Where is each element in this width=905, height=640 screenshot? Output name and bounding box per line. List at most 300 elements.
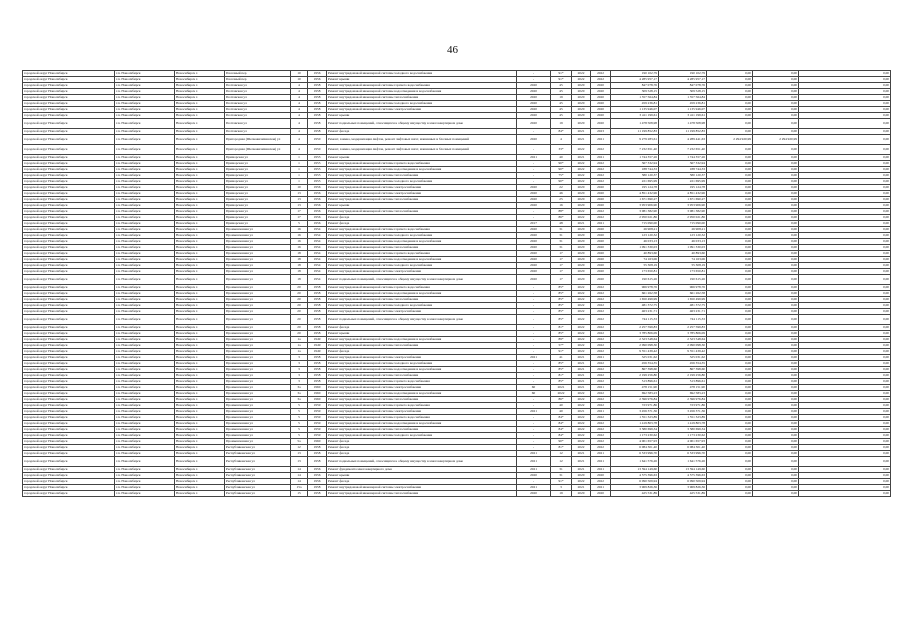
cell-fund-cost: 367 332,94 (659, 161, 707, 167)
cell-local-cost: 0,00 (753, 445, 799, 451)
cell-category: 31 (551, 467, 572, 473)
cell-settlement: г.п. Новосибирск (115, 155, 175, 161)
cell-city: Новосибирск г. (175, 385, 225, 391)
cell-category: 85* (551, 291, 572, 297)
cell-budget-cost: 0,00 (707, 445, 753, 451)
cell-city: Новосибирск г. (175, 269, 225, 275)
cell-other-cost: 0,00 (799, 349, 891, 355)
cell-category: 90* (551, 439, 572, 445)
cell-settlement: г.п. Новосибирск (115, 119, 175, 129)
cell-category: 12 (551, 457, 572, 467)
cell-settlement: г.п. Новосибирск (115, 433, 175, 439)
cell-house-number: 20 (291, 291, 308, 297)
cell-start-year: 2021 (572, 409, 591, 415)
cell-build-year: 1956 (308, 221, 327, 227)
cell-start-year: 2022 (572, 397, 591, 403)
cell-house-number: 13 (291, 203, 308, 209)
cell-other-cost: 0,00 (799, 215, 891, 221)
cell-plan-year: 2020 (517, 491, 551, 497)
cell-start-year: 2022 (572, 337, 591, 343)
cell-start-year: 2020 (572, 239, 591, 245)
cell-build-year: 1960 (308, 385, 327, 391)
cell-start-year: 2022 (572, 309, 591, 315)
cell-start-year: 2020 (572, 197, 591, 203)
cell-street: Полтавская ул (225, 95, 291, 101)
cell-end-year: 2020 (591, 491, 611, 497)
cell-other-cost: 0,00 (799, 135, 891, 145)
cell-street: Приморская ул (225, 179, 291, 185)
cell-other-cost: 0,00 (799, 415, 891, 421)
cell-total-cost: 3 580 699,34 (611, 427, 659, 433)
cell-build-year: 1958 (308, 491, 327, 497)
cell-municipality: городской округ Новосибирск (23, 77, 115, 83)
cell-other-cost: 0,00 (799, 155, 891, 161)
cell-other-cost: 0,00 (799, 185, 891, 191)
cell-house-number: 17 (291, 209, 308, 215)
cell-end-year: 2021 (591, 409, 611, 415)
cell-settlement: г.п. Новосибирск (115, 473, 175, 479)
cell-end-year: 2022 (591, 379, 611, 385)
cell-municipality: городской округ Новосибирск (23, 385, 115, 391)
cell-street: Полтавская ул (225, 83, 291, 89)
cell-category: 57* (551, 343, 572, 349)
cell-city: Новосибирск г. (175, 291, 225, 297)
cell-budget-cost: 0,00 (707, 367, 753, 373)
cell-fund-cost: 55 308,19 (659, 263, 707, 269)
cell-local-cost: 0,00 (753, 309, 799, 315)
cell-build-year: 1958 (308, 113, 327, 119)
cell-settlement: г.п. Новосибирск (115, 95, 175, 101)
cell-local-cost: 0,00 (753, 331, 799, 337)
cell-work-type: Ремонт внутридомовой инженерной системы теплоснабжения (327, 95, 517, 101)
cell-settlement: г.п. Новосибирск (115, 145, 175, 155)
cell-work-type: Ремонт внутридомовой инженерной системы электроснабжения (327, 107, 517, 113)
cell-street: Промышленная ул (225, 337, 291, 343)
cell-local-cost: 0,00 (753, 439, 799, 445)
cell-municipality: городской округ Новосибирск (23, 83, 115, 89)
cell-settlement: г.п. Новосибирск (115, 77, 175, 83)
cell-fund-cost: 456 354,35 (659, 361, 707, 367)
cell-category: 25 (551, 197, 572, 203)
cell-work-type: Ремонт внутридомовой инженерной системы теплоснабжения (327, 245, 517, 251)
table-row (23, 119, 891, 129)
cell-fund-cost: 1 357 564,84 (659, 95, 707, 101)
cell-local-cost: 0,00 (753, 343, 799, 349)
cell-start-year: 2022 (572, 297, 591, 303)
cell-work-type: Ремонт подвальных помещений, относящихся к общему имуществу в многоквартирном доме (327, 315, 517, 325)
cell-category: 88* (551, 209, 572, 215)
cell-settlement: г.п. Новосибирск (115, 161, 175, 167)
cell-municipality: городской округ Новосибирск (23, 467, 115, 473)
cell-street: Промышленная ул (225, 379, 291, 385)
repair-program-table (22, 70, 891, 497)
cell-settlement: г.п. Новосибирск (115, 397, 175, 403)
cell-plan-year: 2020 (517, 257, 551, 263)
cell-settlement: г.п. Новосибирск (115, 197, 175, 203)
cell-start-year: 2021 (572, 379, 591, 385)
cell-category: 31 (551, 239, 572, 245)
cell-end-year: 2022 (591, 427, 611, 433)
cell-municipality: городской округ Новосибирск (23, 107, 115, 113)
cell-house-number: 3а (291, 385, 308, 391)
cell-build-year: 1958 (308, 309, 327, 315)
cell-municipality: городской округ Новосибирск (23, 167, 115, 173)
cell-start-year: 2021 (572, 221, 591, 227)
cell-work-type: Ремонт подвальных помещений, относящихся к общему имуществу в многоквартирном доме (327, 275, 517, 285)
cell-municipality: городской округ Новосибирск (23, 491, 115, 497)
cell-category: 85* (551, 303, 572, 309)
cell-street: Промышленная ул (225, 275, 291, 285)
cell-fund-cost: 692 583,23 (659, 391, 707, 397)
cell-end-year: 2022 (591, 309, 611, 315)
cell-total-cost: 1 091 330,03 (611, 245, 659, 251)
cell-work-type: Ремонт внутридомовой инженерной системы водоотведения и водоснабжения (327, 337, 517, 343)
cell-local-cost: 0,00 (753, 77, 799, 83)
cell-work-type: Ремонт внутридомовой инженерной системы водоотведения и водоснабжения (327, 367, 517, 373)
cell-street: Промышленная ул (225, 343, 291, 349)
cell-house-number: 14 (291, 467, 308, 473)
cell-street: Приморская ул (225, 191, 291, 197)
cell-plan-year: 2020 (517, 101, 551, 107)
cell-build-year: 1958 (308, 457, 327, 467)
cell-plan-year: 2021 (517, 155, 551, 161)
cell-fund-cost: 221 695,99 (659, 179, 707, 185)
cell-plan-year: - (517, 445, 551, 451)
cell-fund-cost: 1 135 946,07 (659, 107, 707, 113)
cell-build-year: 1950 (308, 145, 327, 155)
cell-total-cost: 715 090,00 (611, 221, 659, 227)
cell-city: Новосибирск г. (175, 227, 225, 233)
cell-other-cost: 0,00 (799, 263, 891, 269)
cell-total-cost: 325 031,62 (611, 355, 659, 361)
cell-end-year: 2021 (591, 457, 611, 467)
cell-street: Промышленная ул (225, 403, 291, 409)
cell-plan-year: 2021 (517, 355, 551, 361)
cell-category: 19 (551, 119, 572, 129)
cell-budget-cost: 0,00 (707, 415, 753, 421)
cell-local-cost: 0,00 (753, 89, 799, 95)
cell-total-cost: 7 232 651,40 (611, 145, 659, 155)
cell-city: Новосибирск г. (175, 257, 225, 263)
cell-work-type: Ремонт внутридомовой инженерной системы электроснабжения (327, 355, 517, 361)
cell-street: Промышленная ул (225, 355, 291, 361)
cell-plan-year: 60 (517, 391, 551, 397)
cell-fund-cost: 459 236,81 (659, 101, 707, 107)
cell-street: Промышленная ул (225, 367, 291, 373)
cell-plan-year: 2020 (517, 251, 551, 257)
cell-budget-cost: 0,00 (707, 379, 753, 385)
cell-total-cost: 1 357 564,84 (611, 95, 659, 101)
cell-municipality: городской округ Новосибирск (23, 315, 115, 325)
cell-plan-year: - (517, 297, 551, 303)
cell-build-year: 1958 (308, 379, 327, 385)
cell-budget-cost: 0,00 (707, 275, 753, 285)
cell-end-year: 2022 (591, 343, 611, 349)
cell-end-year: 2022 (591, 373, 611, 379)
cell-budget-cost: 0,00 (707, 245, 753, 251)
cell-total-cost: 3 456 371,36 (611, 409, 659, 415)
cell-street: Промышленная ул (225, 385, 291, 391)
cell-category: 91* (551, 77, 572, 83)
cell-end-year: 2022 (591, 145, 611, 155)
cell-work-type: Ремонт внутридомовой инженерной системы холодного водоснабжения (327, 233, 517, 239)
cell-street: Промышленная ул (225, 331, 291, 337)
cell-end-year: 2020 (591, 473, 611, 479)
cell-plan-year: 2020 (517, 119, 551, 129)
cell-municipality: городской округ Новосибирск (23, 325, 115, 331)
cell-fund-cost: 481 372,75 (659, 303, 707, 309)
cell-start-year: 2021 (572, 467, 591, 473)
cell-local-cost: 0,00 (753, 119, 799, 129)
cell-street: Промышленная ул (225, 397, 291, 403)
cell-other-cost: 0,00 (799, 89, 891, 95)
cell-plan-year: - (517, 215, 551, 221)
cell-other-cost: 0,00 (799, 303, 891, 309)
cell-other-cost: 0,00 (799, 197, 891, 203)
cell-city: Новосибирск г. (175, 427, 225, 433)
cell-other-cost: 0,00 (799, 167, 891, 173)
cell-budget-cost: 0,00 (707, 129, 753, 135)
cell-municipality: городской округ Новосибирск (23, 269, 115, 275)
cell-budget-cost: 0,00 (707, 71, 753, 77)
cell-work-type: Ремонт внутридомовой инженерной системы теплоснабжения (327, 427, 517, 433)
cell-municipality: городской округ Новосибирск (23, 191, 115, 197)
cell-fund-cost: 1 419 803,78 (659, 421, 707, 427)
cell-house-number: 10 (291, 71, 308, 77)
cell-municipality: городской округ Новосибирск (23, 473, 115, 479)
cell-house-number: 20 (291, 285, 308, 291)
cell-build-year: 1954 (308, 269, 327, 275)
cell-house-number: 5 (291, 433, 308, 439)
cell-build-year: 1953 (308, 155, 327, 161)
cell-work-type: Ремонт внутридомовой инженерной системы холодного водоснабжения (327, 101, 517, 107)
cell-other-cost: 0,00 (799, 221, 891, 227)
cell-settlement: г.п. Новосибирск (115, 221, 175, 227)
cell-plan-year: - (517, 439, 551, 445)
cell-fund-cost: 3 785 806,09 (659, 331, 707, 337)
cell-house-number: 14 (291, 479, 308, 485)
cell-category: 91* (551, 71, 572, 77)
cell-build-year: 1959 (308, 415, 327, 421)
cell-build-year: 1959 (308, 421, 327, 427)
cell-budget-cost: 0,00 (707, 113, 753, 119)
cell-start-year: 2021 (572, 135, 591, 145)
cell-category: 91* (551, 349, 572, 355)
cell-local-cost: 0,00 (753, 361, 799, 367)
cell-start-year: 2020 (572, 251, 591, 257)
cell-work-type: Ремонт фасада (327, 439, 517, 445)
cell-settlement: г.п. Новосибирск (115, 451, 175, 457)
cell-street: Промышленная ул (225, 409, 291, 415)
cell-fund-cost: 1 173 230,62 (659, 433, 707, 439)
cell-fund-cost: 744 115,33 (659, 315, 707, 325)
cell-build-year: 1956 (308, 185, 327, 191)
cell-build-year: 1954 (308, 239, 327, 245)
cell-end-year: 2021 (591, 385, 611, 391)
cell-end-year: 2022 (591, 349, 611, 355)
cell-municipality: городской округ Новосибирск (23, 457, 115, 467)
cell-build-year: 1960 (308, 391, 327, 397)
cell-street: Промышленная ул (225, 361, 291, 367)
cell-start-year: 2020 (572, 203, 591, 209)
cell-municipality: городской округ Новосибирск (23, 119, 115, 129)
cell-total-cost: 1 650 499,99 (611, 297, 659, 303)
cell-start-year: 2021 (572, 155, 591, 161)
cell-settlement: г.п. Новосибирск (115, 367, 175, 373)
cell-municipality: городской округ Новосибирск (23, 145, 115, 155)
cell-end-year: 2022 (591, 285, 611, 291)
cell-category: 22 (551, 185, 572, 191)
cell-total-cost: 2 323 548,64 (611, 337, 659, 343)
cell-settlement: г.п. Новосибирск (115, 427, 175, 433)
cell-budget-cost: 0,00 (707, 179, 753, 185)
cell-total-cost: 1 173 230,62 (611, 433, 659, 439)
cell-total-cost: 9 351 439,42 (611, 349, 659, 355)
cell-budget-cost: 0,00 (707, 107, 753, 113)
cell-local-cost: 0,00 (753, 161, 799, 167)
cell-category: 40 (551, 155, 572, 161)
cell-street: Приморская ул (225, 155, 291, 161)
cell-fund-cost: 11 199 852,83 (659, 129, 707, 135)
cell-other-cost: 0,00 (799, 107, 891, 113)
cell-street: Приморская ул (225, 209, 291, 215)
cell-street: Промышленная ул (225, 433, 291, 439)
cell-end-year: 2020 (591, 101, 611, 107)
cell-start-year: 2022 (572, 167, 591, 173)
cell-fund-cost: 26 908,21 (659, 227, 707, 233)
cell-category: 45 (551, 113, 572, 119)
cell-fund-cost: 2 090 098,30 (659, 343, 707, 349)
cell-house-number: 1а (291, 343, 308, 349)
cell-end-year: 2022 (591, 291, 611, 297)
cell-settlement: г.п. Новосибирск (115, 331, 175, 337)
cell-street: Промышленная ул (225, 309, 291, 315)
cell-fund-cost: 188 744,33 (659, 167, 707, 173)
cell-local-cost: 0,00 (753, 71, 799, 77)
cell-settlement: г.п. Новосибирск (115, 275, 175, 285)
cell-settlement: г.п. Новосибирск (115, 409, 175, 415)
cell-work-type: Ремонт внутридомовой инженерной системы водоотведения и водоснабжения (327, 167, 517, 173)
cell-settlement: г.п. Новосибирск (115, 467, 175, 473)
cell-end-year: 2022 (591, 173, 611, 179)
cell-category: 2022 (551, 391, 572, 397)
cell-plan-year: 2021 (517, 457, 551, 467)
cell-street: Промышленная ул (225, 325, 291, 331)
cell-local-cost: 0,00 (753, 145, 799, 155)
cell-build-year: 1956 (308, 203, 327, 209)
cell-category: 85* (551, 331, 572, 337)
cell-total-cost: 2 396 976,84 (611, 397, 659, 403)
cell-work-type: Ремонт внутридомовой инженерной системы теплоснабжения (327, 197, 517, 203)
cell-city: Новосибирск г. (175, 373, 225, 379)
cell-fund-cost: 2 950 021,86 (659, 215, 707, 221)
cell-local-cost: 0,00 (753, 385, 799, 391)
cell-street: Полтавская ул (225, 101, 291, 107)
cell-local-cost: 0,00 (753, 391, 799, 397)
cell-start-year: 2020 (572, 101, 591, 107)
cell-budget-cost: 0,00 (707, 269, 753, 275)
cell-plan-year: - (517, 173, 551, 179)
cell-total-cost: 744 115,33 (611, 315, 659, 325)
cell-other-cost: 0,00 (799, 145, 891, 155)
cell-local-cost: 0,00 (753, 415, 799, 421)
cell-city: Новосибирск г. (175, 361, 225, 367)
cell-fund-cost: 46 033,13 (659, 239, 707, 245)
cell-local-cost: 0,00 (753, 379, 799, 385)
cell-work-type: Ремонт внутридомовой инженерной системы холодного водоснабжения (327, 361, 517, 367)
cell-settlement: г.п. Новосибирск (115, 379, 175, 385)
cell-category: 84* (551, 433, 572, 439)
cell-city: Новосибирск г. (175, 107, 225, 113)
cell-house-number: 3а (291, 391, 308, 397)
cell-other-cost: 0,00 (799, 95, 891, 101)
cell-city: Новосибирск г. (175, 173, 225, 179)
cell-street: Приморская ул (225, 185, 291, 191)
cell-fund-cost: 74 163,06 (659, 257, 707, 263)
cell-work-type: Ремонт внутридомовой инженерной системы горячего водоснабжения (327, 227, 517, 233)
cell-total-cost: 2 257 599,83 (611, 325, 659, 331)
cell-start-year: 2022 (572, 71, 591, 77)
cell-category: 84* (551, 129, 572, 135)
cell-plan-year: 2020 (517, 95, 551, 101)
cell-build-year: 1958 (308, 89, 327, 95)
cell-start-year: 2020 (572, 473, 591, 479)
cell-total-cost: 40 893,60 (611, 251, 659, 257)
cell-local-cost: 0,00 (753, 297, 799, 303)
cell-settlement: г.п. Новосибирск (115, 343, 175, 349)
cell-fund-cost: 723 971,86 (659, 403, 707, 409)
cell-category: 85* (551, 297, 572, 303)
cell-end-year: 2021 (591, 451, 611, 457)
cell-total-cost: 2 199 256,80 (611, 373, 659, 379)
cell-end-year: 2020 (591, 83, 611, 89)
cell-build-year: 1956 (308, 479, 327, 485)
cell-plan-year: 2020 (517, 107, 551, 113)
cell-municipality: городской округ Новосибирск (23, 129, 115, 135)
cell-local-cost: 0,00 (753, 233, 799, 239)
cell-street: Пригородная (Шелковичихинская) ул (225, 145, 291, 155)
cell-house-number: 14 (291, 473, 308, 479)
cell-start-year: 2022 (572, 433, 591, 439)
cell-build-year: 1956 (308, 467, 327, 473)
cell-budget-cost: 0,00 (707, 297, 753, 303)
cell-city: Новосибирск г. (175, 337, 225, 343)
cell-local-cost: 0,00 (753, 467, 799, 473)
cell-house-number: 1 (291, 179, 308, 185)
cell-fund-cost: 1 091 330,03 (659, 245, 707, 251)
cell-category: 85* (551, 285, 572, 291)
cell-settlement: г.п. Новосибирск (115, 303, 175, 309)
cell-total-cost: 13 594 149,60 (611, 467, 659, 473)
cell-plan-year: - (517, 373, 551, 379)
cell-municipality: городской округ Новосибирск (23, 233, 115, 239)
cell-city: Новосибирск г. (175, 451, 225, 457)
cell-build-year: 1954 (308, 257, 327, 263)
cell-budget-cost: 0,00 (707, 467, 753, 473)
cell-budget-cost: 0,00 (707, 89, 753, 95)
cell-street: Промышленная ул (225, 269, 291, 275)
cell-settlement: г.п. Новосибирск (115, 209, 175, 215)
cell-city: Новосибирск г. (175, 179, 225, 185)
cell-other-cost: 0,00 (799, 119, 891, 129)
cell-plan-year: - (517, 479, 551, 485)
cell-city: Новосибирск г. (175, 457, 225, 467)
cell-build-year: 1958 (308, 83, 327, 89)
cell-end-year: 2020 (591, 203, 611, 209)
cell-build-year: 1958 (308, 297, 327, 303)
cell-municipality: городской округ Новосибирск (23, 331, 115, 337)
cell-total-cost: 1 419 803,78 (611, 421, 659, 427)
